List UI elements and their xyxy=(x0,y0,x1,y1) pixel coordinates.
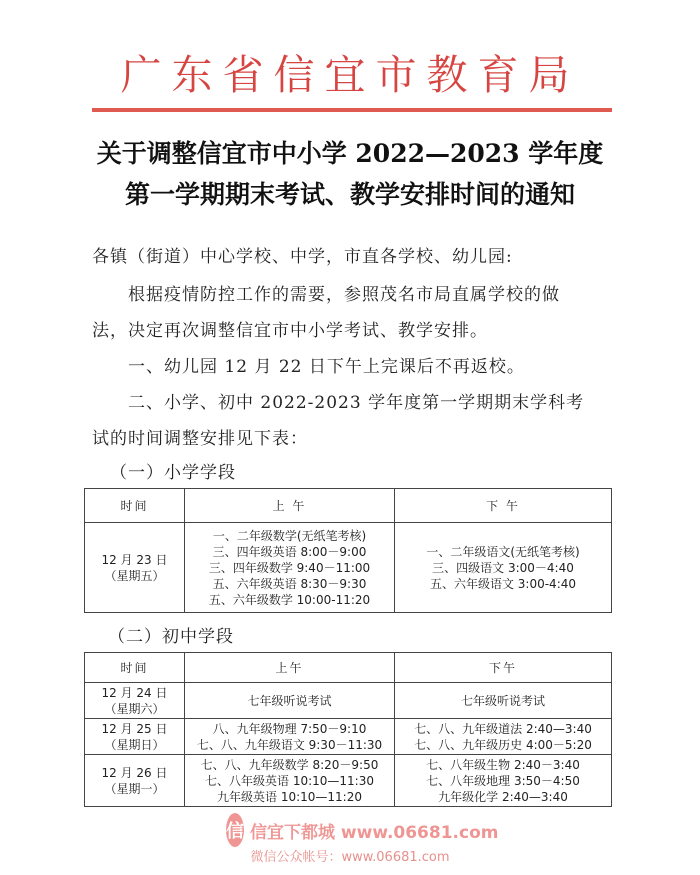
watermark-caption: 微信公众帐号：www.06681.com xyxy=(250,850,450,865)
section-middle-label: （二）初中学段 xyxy=(108,627,234,647)
exam-item: 七、八、九年级语文 9:30－11:30 xyxy=(196,737,383,752)
paragraph-4: 二、小学、初中 2022-2023 学年度第一学期期末学科考 xyxy=(128,393,585,413)
exam-item: 八、九年级物理 7:50－9:10 xyxy=(212,721,367,736)
watermark xyxy=(226,810,499,850)
date-text: 12 月 24 日 xyxy=(101,685,168,700)
afternoon-cell xyxy=(395,719,612,755)
afternoon-cell xyxy=(395,755,612,807)
morning-cell xyxy=(185,683,395,719)
doc-title-line-2: 第一学期期末考试、教学安排时间的通知 xyxy=(124,180,575,209)
date-cell xyxy=(85,755,185,807)
exam-item: 三、四年级英语 8:00－9:00 xyxy=(212,544,367,559)
paragraph-5: 试的时间调整安排见下表： xyxy=(92,429,308,449)
afternoon-cell xyxy=(395,523,612,613)
header-time: 时间 xyxy=(85,489,185,523)
weekday-text: （星期一） xyxy=(104,781,165,796)
paragraph-3: 一、幼儿园 12 月 22 日下午上完课后不再返校。 xyxy=(128,357,525,377)
header-morning: 上 午 xyxy=(185,489,395,523)
morning-cell xyxy=(185,755,395,807)
afternoon-cell xyxy=(395,683,612,719)
header-morning: 上午 xyxy=(185,653,395,683)
exam-item: 七、八、九年级道法 2:40—3:40 xyxy=(414,721,592,736)
exam-item: 七年级听说考试 xyxy=(247,693,332,708)
date-cell xyxy=(85,683,185,719)
header-afternoon: 下午 xyxy=(395,653,612,683)
header-afternoon: 下 午 xyxy=(395,489,612,523)
date-cell xyxy=(85,719,185,755)
exam-item: 七、八年级地理 3:50－4:50 xyxy=(426,773,580,788)
exam-item: 一、二年级数学(无纸笔考核) xyxy=(212,528,367,543)
primary-schedule-table xyxy=(84,488,612,613)
weekday-text: （星期五） xyxy=(104,568,165,583)
exam-item: 三、四级语文 3:00－4:40 xyxy=(432,560,574,575)
exam-item: 七、八、九年级历史 4:00－5:20 xyxy=(414,737,592,752)
exam-item: 五、六年级英语 8:30－9:30 xyxy=(212,576,367,591)
salutation: 各镇（街道）中心学校、中学，市直各学校、幼儿园: xyxy=(92,247,513,267)
date-text: 12 月 26 日 xyxy=(101,765,168,780)
watermark-logo-icon: 信 xyxy=(226,813,244,847)
exam-item: 七、八年级英语 10:10—11:30 xyxy=(205,773,374,788)
section-primary-label: （一）小学学段 xyxy=(110,463,236,483)
exam-item: 七、八、九年级数学 8:20－9:50 xyxy=(200,757,379,772)
weekday-text: （星期六） xyxy=(104,701,165,716)
paragraph-1: 根据疫情防控工作的需要，参照茂名市局直属学校的做 xyxy=(128,285,560,305)
exam-item: 九年级英语 10:10—11:20 xyxy=(217,789,362,804)
exam-item: 一、二年级语文(无纸笔考核) xyxy=(426,544,580,559)
date-text: 12 月 25 日 xyxy=(101,721,168,736)
watermark-brand: 信宜下都城 www.06681.com xyxy=(250,822,499,843)
exam-item: 九年级化学 2:40—3:40 xyxy=(438,789,568,804)
weekday-text: （星期日） xyxy=(104,737,165,752)
exam-item: 七年级听说考试 xyxy=(460,693,545,708)
exam-item: 五、六年级数学 10:00-11:20 xyxy=(208,592,371,607)
exam-item: 七、八年级生物 2:40－3:40 xyxy=(426,757,580,772)
date-text: 12 月 23 日 xyxy=(101,552,168,567)
doc-title-line-1: 关于调整信宜市中小学 2022—2023 学年度 xyxy=(96,139,604,168)
letterhead: 广东省信宜市教育局 xyxy=(120,51,580,99)
morning-cell xyxy=(185,719,395,755)
paragraph-2: 法，决定再次调整信宜市中小学考试、教学安排。 xyxy=(92,321,488,341)
red-divider xyxy=(92,108,612,112)
middle-schedule-table xyxy=(84,652,612,807)
morning-cell xyxy=(185,523,395,613)
exam-item: 三、四年级数学 9:40－11:00 xyxy=(208,560,371,575)
exam-item: 五、六年级语文 3:00-4:40 xyxy=(429,576,577,591)
header-time: 时间 xyxy=(85,653,185,683)
date-cell xyxy=(85,523,185,613)
